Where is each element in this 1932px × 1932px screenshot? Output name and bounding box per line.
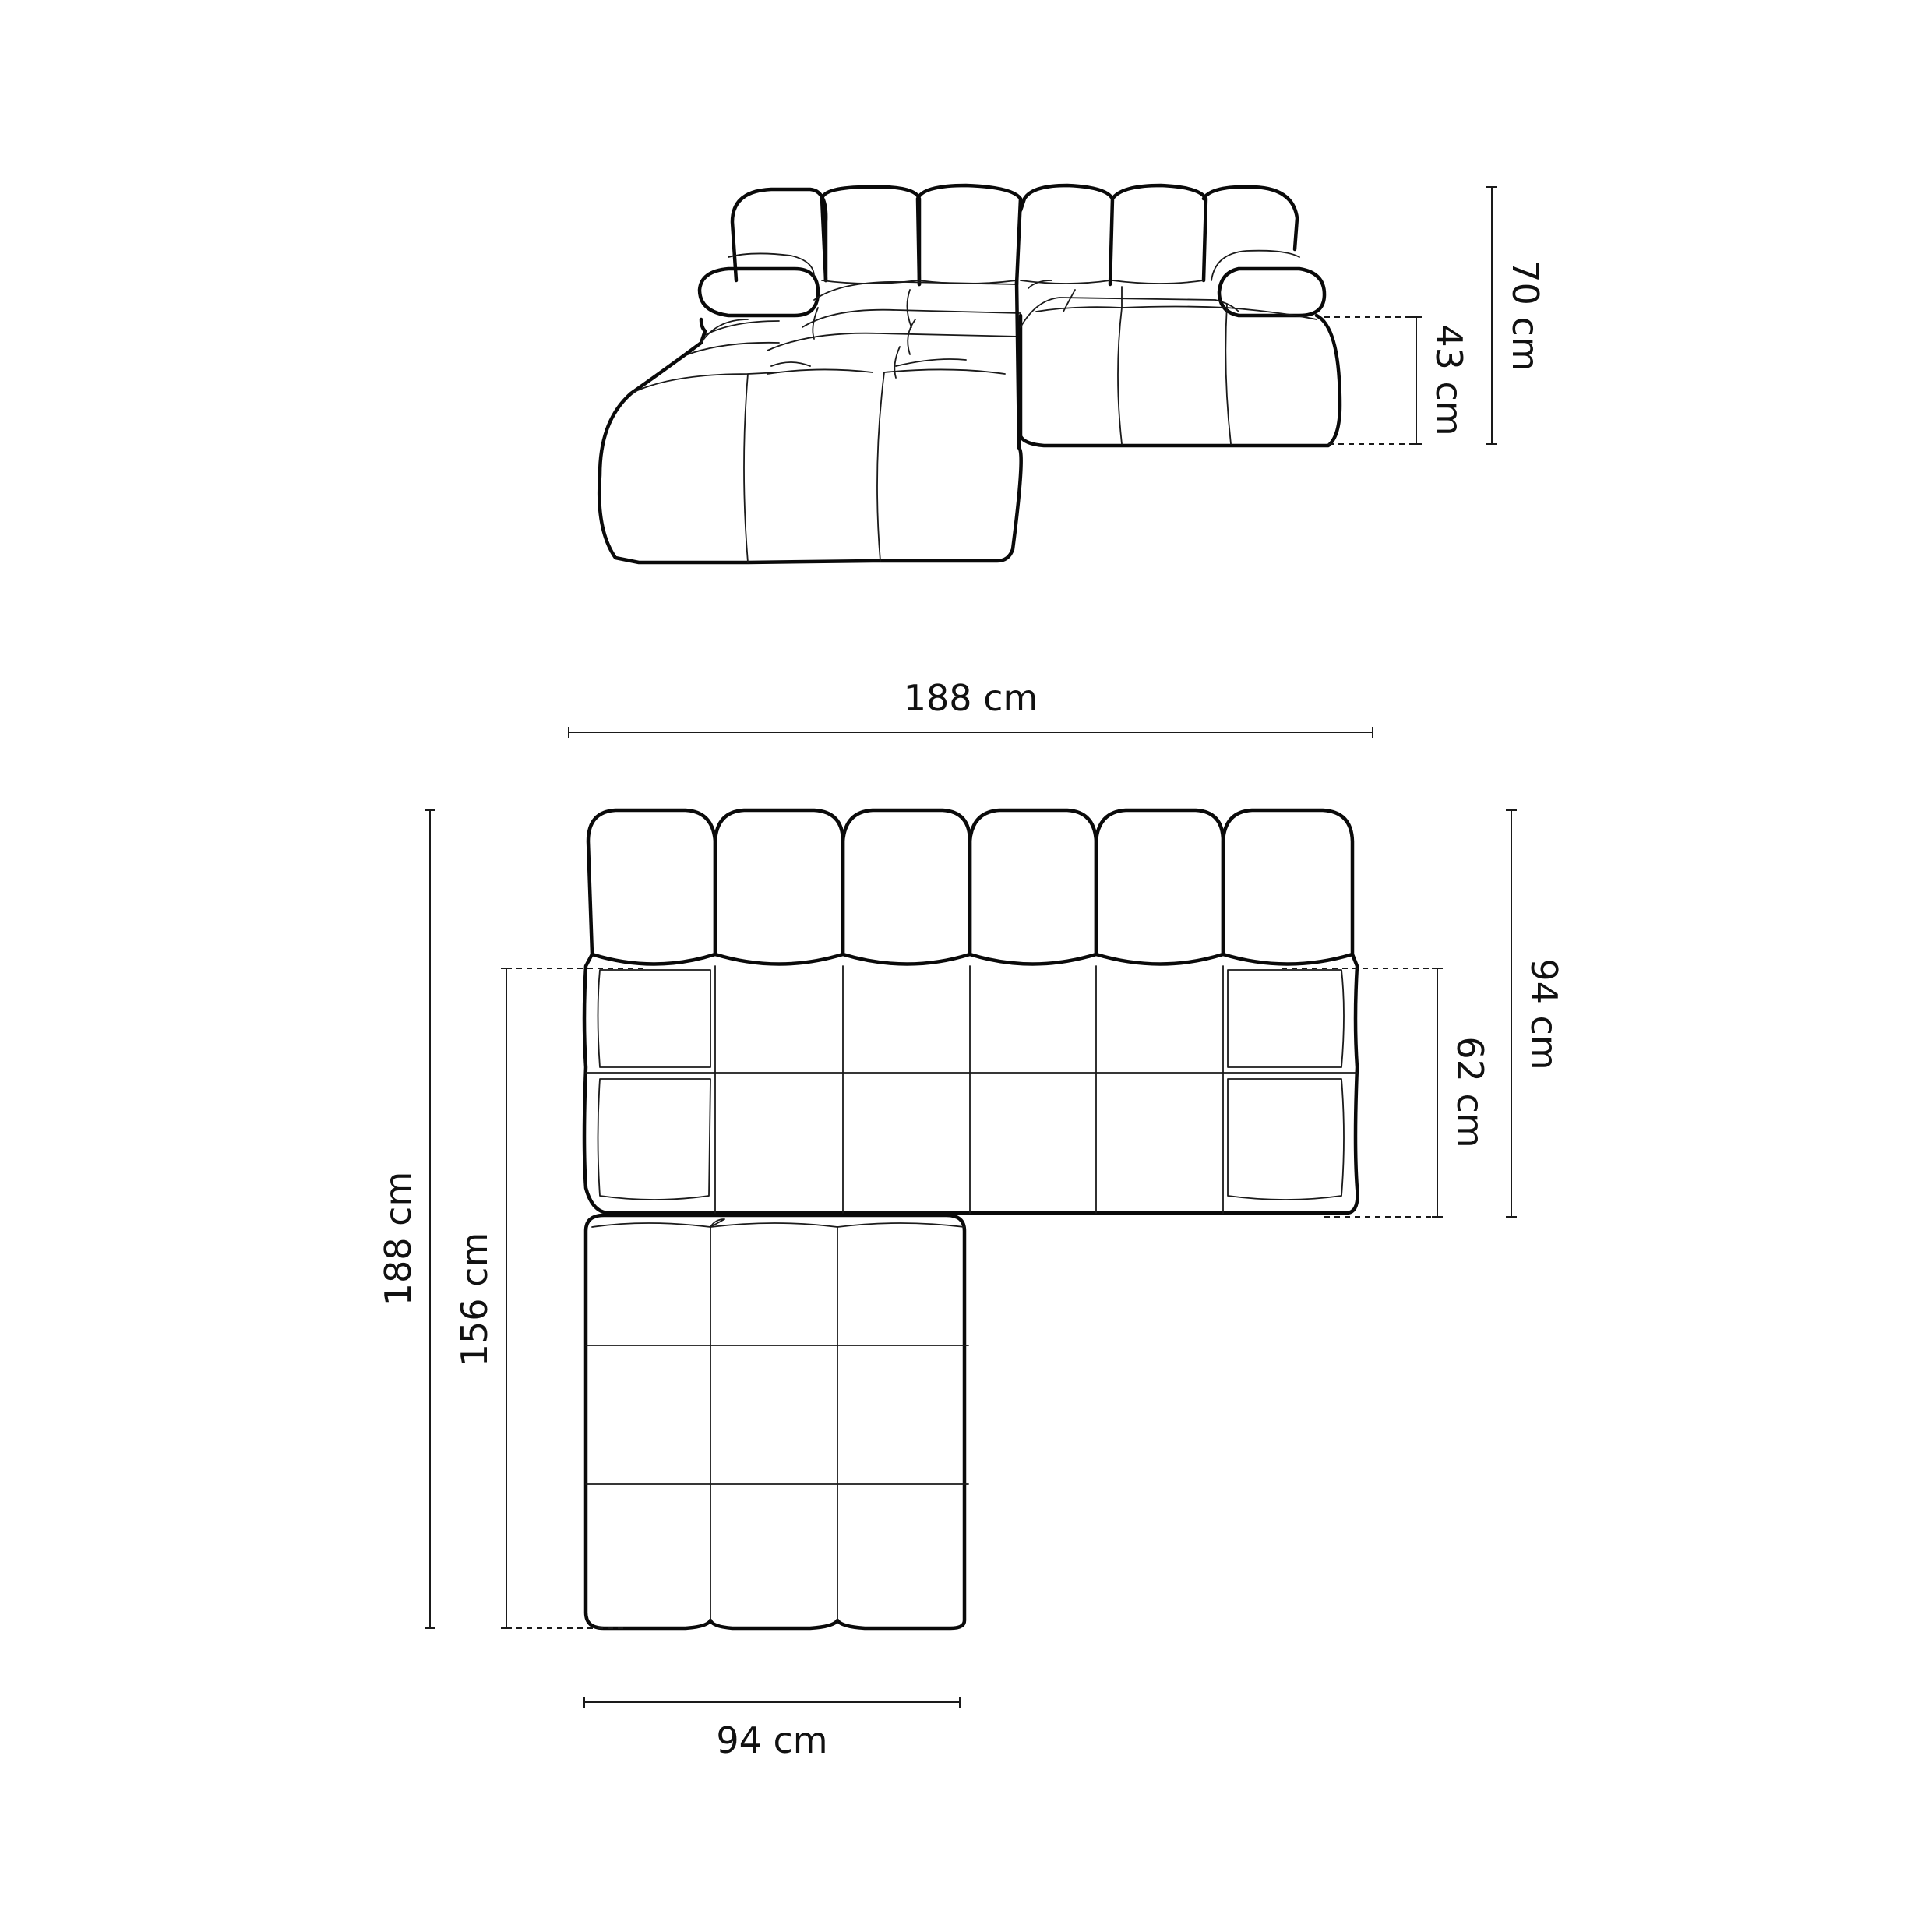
sofa-depth-label: 94 cm xyxy=(1523,958,1565,1070)
overall-width-label: 188 cm xyxy=(903,677,1038,719)
top-back-cushions xyxy=(588,810,1352,964)
chaise-width-label: 94 cm xyxy=(716,1719,828,1761)
front-view-dimensions xyxy=(1324,187,1546,444)
chaise-seat-cushions xyxy=(678,282,1021,378)
chaise-length-label: 156 cm xyxy=(453,1232,495,1367)
right-seat-cushions xyxy=(1021,280,1340,446)
overall-depth-label: 188 cm xyxy=(377,1171,419,1306)
sofa-top-view xyxy=(584,810,1358,1628)
seat-height-label: 43 cm xyxy=(1428,324,1470,436)
top-seat-area xyxy=(584,954,1358,1213)
sofa-front-view xyxy=(599,185,1340,562)
top-chaise xyxy=(586,1215,968,1628)
back-cushions xyxy=(732,185,1297,284)
seat-depth-label: 62 cm xyxy=(1449,1036,1491,1148)
height-label: 70 cm xyxy=(1504,259,1546,372)
